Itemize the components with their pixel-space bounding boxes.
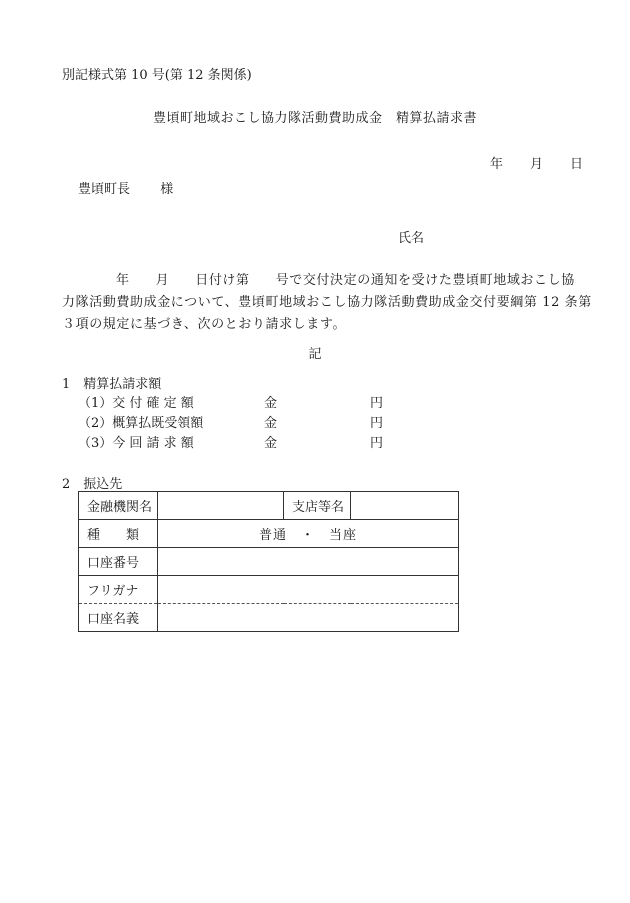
date-year-label: 年	[490, 157, 504, 172]
body-line-1	[62, 270, 588, 292]
item-label: （1）交 付 確 定 額	[78, 396, 194, 411]
item-unit: 円	[370, 436, 384, 451]
bank-transfer-table	[78, 491, 459, 632]
furigana-label: フリガナ	[79, 576, 158, 604]
account-holder-field[interactable]	[158, 604, 459, 632]
account-type-label: 種 類	[79, 520, 158, 548]
request-body-text	[62, 270, 592, 336]
section1-title: 1 精算払請求額	[62, 377, 162, 392]
date-month-label: 月	[530, 157, 544, 172]
section2-title: 2 振込先	[62, 477, 123, 492]
item-currency: 金	[264, 416, 278, 431]
bank-name-field[interactable]	[158, 492, 284, 520]
item-label: （3）今 回 請 求 額	[78, 436, 194, 451]
body-year: 年	[116, 273, 130, 288]
body-month: 月	[155, 273, 170, 288]
account-type-options[interactable]: 普通 ・ 当座	[158, 520, 459, 548]
table-row	[79, 520, 459, 548]
account-number-label: 口座番号	[79, 548, 158, 576]
branch-name-label: 支店等名	[284, 492, 351, 520]
addressee-honorific: 様	[160, 182, 174, 197]
table-row	[79, 492, 459, 520]
addressee-name: 豊頃町長	[78, 182, 131, 197]
body-line-3: ３項の規定に基づき、次のとおり請求します。	[62, 317, 347, 332]
table-row	[79, 548, 459, 576]
account-number-field[interactable]	[158, 548, 459, 576]
branch-name-field[interactable]	[351, 492, 459, 520]
furigana-field[interactable]	[158, 576, 459, 604]
item-currency: 金	[264, 396, 278, 411]
document-title: 豊頃町地域おこし協力隊活動費助成金 精算払請求書	[152, 111, 477, 126]
body-dated-no: 日付け第	[195, 273, 250, 288]
table-row	[79, 604, 459, 632]
account-holder-label: 口座名義	[79, 604, 158, 632]
applicant-name-label: 氏名	[398, 231, 425, 246]
item-currency: 金	[264, 436, 278, 451]
form-number: 別記様式第 10 号(第 12 条関係)	[62, 68, 252, 83]
item-unit: 円	[370, 396, 384, 411]
addressee	[78, 178, 173, 197]
body-line1-rest: 号で交付決定の通知を受けた豊頃町地域おこし協	[275, 273, 575, 288]
bank-name-label: 金融機関名	[79, 492, 158, 520]
date-day-label: 日	[570, 157, 584, 172]
item-unit: 円	[370, 416, 384, 431]
table-row	[79, 576, 459, 604]
item-label: （2）概算払既受領額	[78, 416, 204, 431]
body-line-2: 力隊活動費助成金について、豊頃町地域おこし協力隊活動費助成金交付要綱第 12 条第	[62, 295, 592, 310]
ki-heading: 記	[308, 347, 322, 362]
